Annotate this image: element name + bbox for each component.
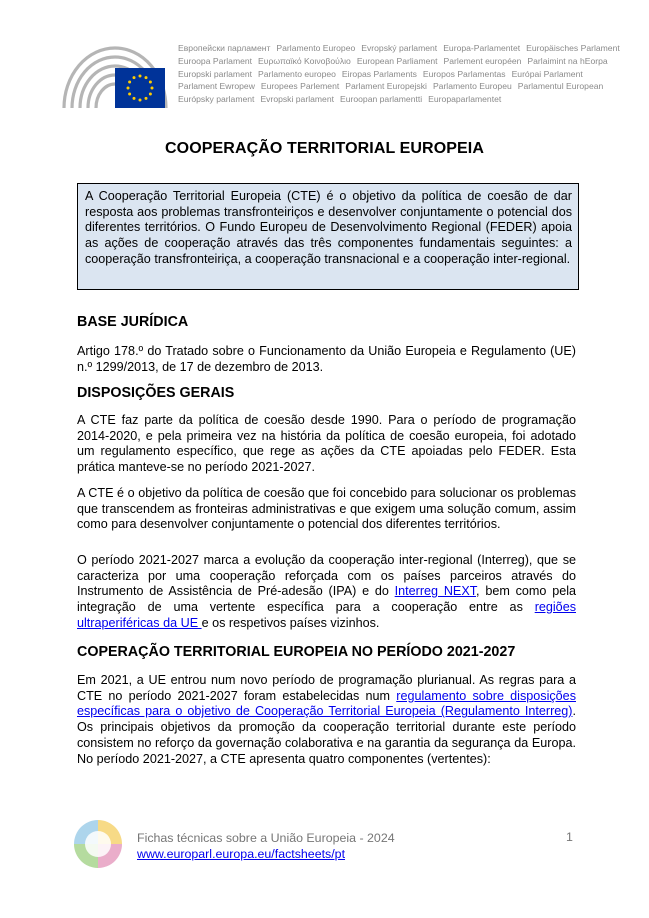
language-name: European Parliament — [356, 55, 438, 66]
language-line — [178, 55, 618, 68]
paragraph-text: , bem como pela integração de uma vertente específica para a cooperação entre as — [77, 584, 576, 615]
language-name: Parlament Ewropew — [178, 81, 255, 92]
language-line — [178, 68, 618, 81]
language-name: Europäisches Parlament — [526, 43, 620, 53]
language-name: Europos Parlamentas — [422, 68, 506, 79]
factsheets-logo — [72, 812, 124, 876]
parliament-language-names — [178, 42, 618, 106]
eu-star-icon — [151, 87, 154, 90]
footer-series-text: Fichas técnicas sobre a União Europeia - 2024 — [137, 831, 395, 845]
european-parliament-logo — [58, 38, 172, 110]
interreg-regulation-link[interactable]: regulamento sobre disposições específicas para o objetivo de Cooperação Territorial Europeia (Regulamento Interreg) — [77, 688, 576, 719]
language-name: Parlamento Europeu — [432, 81, 512, 92]
paragraph-text: e os respetivos países vizinhos. — [201, 615, 380, 630]
eu-star-icon — [139, 99, 142, 102]
section-heading-general-provisions: DISPOSIÇÕES GERAIS — [77, 385, 235, 401]
language-line — [178, 93, 618, 106]
language-name: Parlement européen — [443, 55, 522, 66]
eu-star-icon — [133, 76, 136, 79]
factsheets-url-link[interactable]: www.europarl.europa.eu/factsheets/pt — [137, 847, 346, 861]
language-line — [178, 80, 618, 93]
language-name: Parlaimint na hEorpa — [527, 55, 608, 66]
period-paragraph-1 — [77, 673, 576, 767]
language-name: Parlamentul European — [517, 81, 604, 92]
hemicycle-icon — [58, 38, 172, 110]
language-name: Eiropas Parlaments — [341, 68, 417, 79]
eu-star-icon — [133, 97, 136, 100]
general-paragraph-1: A CTE faz parte da política de coesão desde 1990. Para o período de programação 2014-2020, e pela primeira vez na história da política de coesão europeia, foi adotado um regulamento específico, que rege as ações da CTE apoiadas pelo FEDER. Esta prática manteve-se no período 2021-2027. — [77, 413, 576, 475]
language-name: Evropský parlament — [361, 43, 438, 53]
eu-star-icon — [127, 87, 130, 90]
language-name: Európai Parlament — [511, 68, 583, 79]
eu-star-icon — [145, 97, 148, 100]
language-name: Европейски парламент — [178, 43, 271, 53]
colorful-circle-logo-icon — [72, 812, 124, 876]
language-name: Evropski parlament — [260, 94, 334, 105]
summary-box — [77, 183, 579, 290]
language-name: Parlament Europejski — [345, 81, 427, 92]
page-title: COOPERAÇÃO TERRITORIAL EUROPEIA — [165, 140, 484, 157]
page-number: 1 — [566, 830, 573, 844]
general-paragraph-3 — [77, 553, 576, 632]
language-name: Europaparlamentet — [428, 94, 502, 105]
general-paragraph-2: A CTE é o objetivo da política de coesão que foi concebido para solucionar os problemas que transcendem as fronteiras administrativas e que exigem uma solução comum, assim como para desenvolver conjuntamente o potencial dos diferentes territórios. — [77, 486, 576, 532]
section-heading-period: COPERAÇÃO TERRITORIAL EUROPEIA NO PERÍODO 2021-2027 — [77, 644, 516, 660]
eu-star-icon — [139, 75, 142, 78]
eu-star-icon — [149, 81, 152, 84]
paragraph-text: O período 2021-2027 marca a evolução da cooperação inter-regional (Interreg), que se caracteriza por uma cooperação reforçada com os países parceiros através do Instrumento de Assistência de Pré-adesão (IPA) e do — [77, 553, 576, 599]
outermost-regions-link[interactable]: regiões ultraperiféricas da UE — [77, 600, 576, 630]
language-name: Europa-Parlamentet — [443, 43, 521, 53]
language-name: Parlamento europeo — [258, 68, 336, 79]
paragraph-text: . Os principais objetivos da promoção da cooperação territorial durante este período consistem no reforço da governação colaborativa e na garantia da segurança da Europa. No período 2021-2027, a CTE apresenta quatro componentes (vertentes): — [77, 704, 576, 766]
eu-flag-icon — [115, 68, 165, 108]
paragraph-text: Em 2021, a UE entrou num novo período de programação plurianual. As regras para a CTE no período 2021-2027 foram estabelecidas num — [77, 673, 576, 703]
footer — [137, 830, 395, 862]
section-heading-legal-basis: BASE JURÍDICA — [77, 314, 189, 330]
interreg-next-link[interactable]: Interreg NEXT — [394, 584, 477, 599]
language-name: Parlamento Europeo — [276, 43, 356, 53]
eu-star-icon — [145, 76, 148, 79]
eu-star-icon — [128, 81, 131, 84]
eu-star-icon — [128, 93, 131, 96]
language-name: Ευρωπαϊκό Κοινοβούλιο — [258, 55, 351, 66]
language-line — [178, 42, 618, 55]
legal-basis-text: Artigo 178.º do Tratado sobre o Funcionamento da União Europeia e Regulamento (UE) n.º 1299/2013, de 17 de dezembro de 2013. — [77, 344, 576, 374]
language-name: Euroopan parlamentti — [340, 94, 423, 105]
language-name: Európsky parlament — [178, 94, 255, 105]
language-name: Europski parlament — [178, 68, 253, 79]
eu-star-icon — [149, 93, 152, 96]
summary-text: A Cooperação Territorial Europeia (CTE) é o objetivo da política de coesão de dar resposta aos problemas transfronteiriços e desenvolver conjuntamente o potencial dos diferentes territórios. O Fundo Europeu de Desenvolvimento Regional (FEDER) apoia as ações de cooperação através das três componentes fundamentais seguintes: a cooperação transfronteiriça, a cooperação transnacional e a cooperação inter-regional. — [85, 189, 572, 266]
language-name: Euroopa Parlament — [178, 55, 253, 66]
language-name: Europees Parlement — [260, 81, 340, 92]
